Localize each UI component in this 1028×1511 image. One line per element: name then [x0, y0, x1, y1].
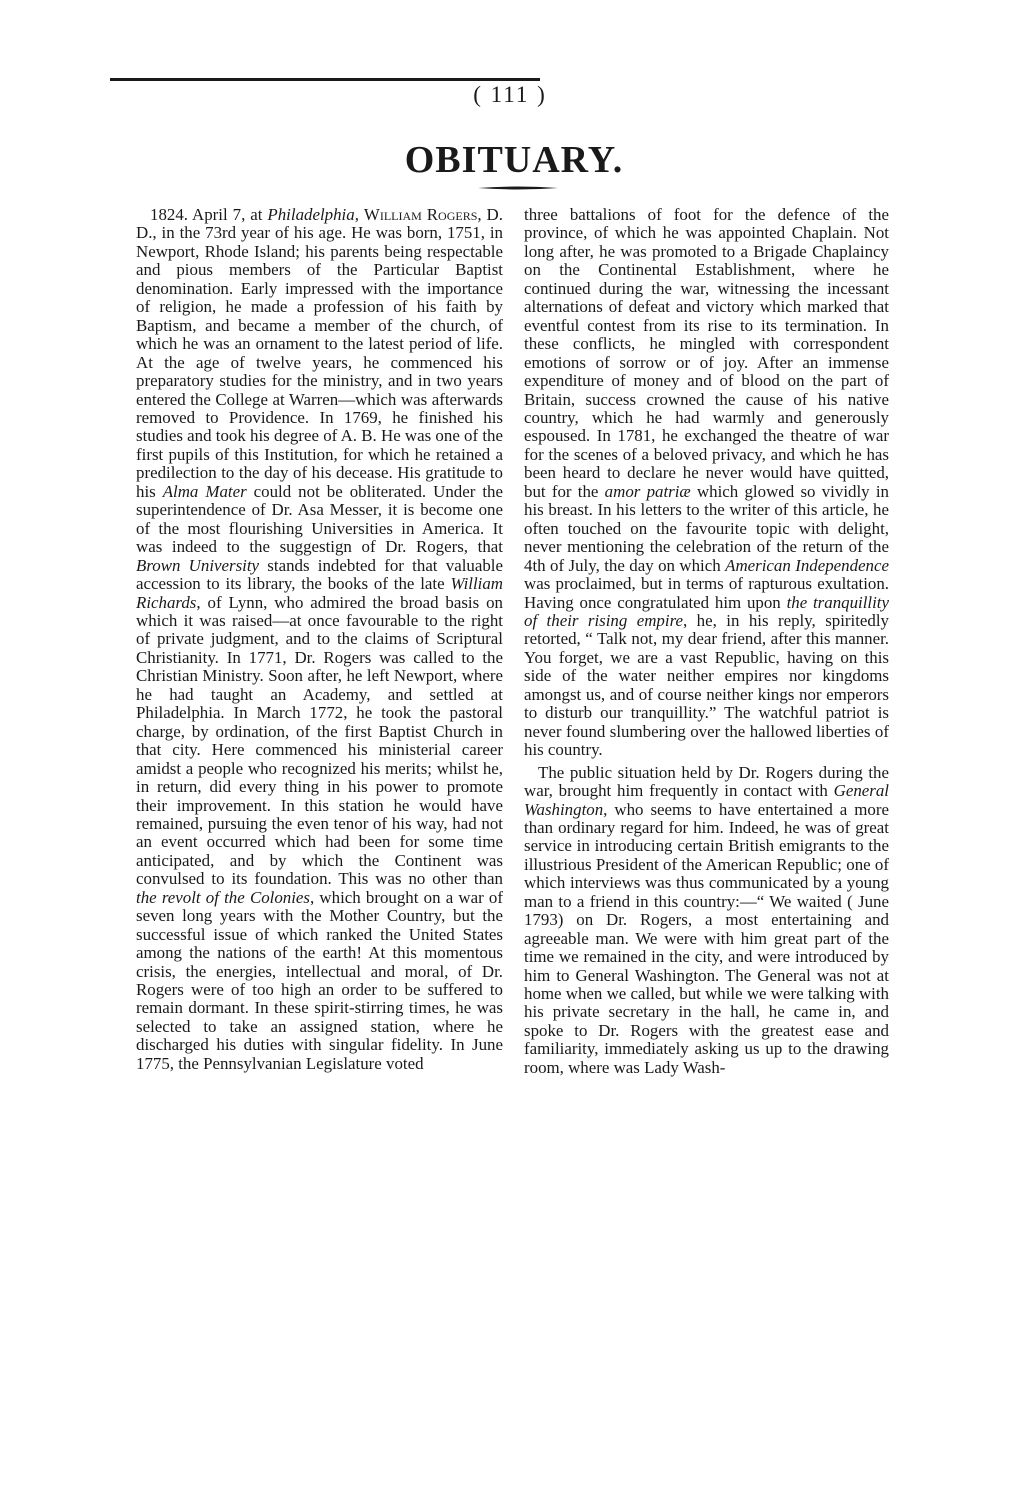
lead-date: 1824. April 7, at: [150, 205, 268, 224]
text-run: stands indebted for that valuable accession to its library, the books of the late: [136, 555, 503, 594]
text-run: , which brought on a war of seven long years with the Mother Country, but the successful issue of which ranked the United States among the nations of the earth! At this momentous crisis, the energies, intellectual and moral, of Dr. Rogers were of too high an order to be suffered to remain dormant. In these spirit-stirring times, he was selected to take an assigned station, where he discharged his duties with singular fidelity. In June 1775, the Pennsylvanian Legislature voted: [136, 887, 503, 1073]
text-run: The public situation held by Dr. Rogers during the war, brought him frequently in contact with: [524, 762, 889, 801]
article-column-left: [136, 206, 503, 1073]
text-run: , he, in his reply, spiritedly retorted, “ Talk not, my dear friend, after this manner. You forget, we are a vast Republic, having on this side of the water neither empires nor kingdoms amongst us, and of course neither kings nor emperors to disturb our tranquillity.” The watchful patriot is never found slumbering over the hallowed liberties of his country.: [524, 610, 890, 760]
text-run: was proclaimed, but in terms of rapturous exultation. Having once congratulated him upon: [524, 574, 889, 612]
obituary-paragraph-2: [524, 764, 889, 1078]
italic-rising-empire: the tranquillity of their rising empire: [524, 592, 889, 630]
article-column-right: [524, 206, 889, 1077]
obituary-paragraph-1-cont: [524, 206, 889, 760]
text-run: three battalions of foot for the defence of the province, of which he was appointed Chaplain. Not long after, he was promoted to a Brigade Chaplaincy on the Continental Establishment, where he continued during the war, witnessing the incessant alternations of defeat and victory which marked that eventful contest from its rise to its termination. In these conflicts, he mingled with correspondent emotions of sorrow or of joy. After an immense expenditure of money and of blood on the part of Britain, success crowned the cause of his native country, which he had warmly and generously espoused. In 1781, he exchanged the theatre of war for the scenes of a beloved privacy, and which he has been heard to declare he never would have quitted, but for the: [524, 205, 889, 501]
text-run: , D. D., in the 73rd year of his age. He was born, 1751, in Newport, Rhode Island; his parents being respectable and pious members of the Particular Baptist denomination. Early impressed with the importance of religion, he made a profession of his faith by Baptism, and became a member of the church, of which he was an ornament to the latest period of life. At the age of twelve years, he commenced his preparatory studies for the ministry, and in two years entered the College at Warren—which was afterwards removed to Providence. In 1769, he finished his studies and took his degree of A. B. He was one of the first pupils of this Institution, for which he retained a predilection to the day of his decease. His gratitude to his: [136, 205, 503, 501]
obituary-paragraph-1: [136, 206, 503, 1073]
italic-william-richards: William Richards: [136, 574, 503, 612]
title-ornament: [478, 185, 558, 191]
text-run: could not be obliterated. Under the superintendence of Dr. Asa Messer, it is become one of the most flourishing Universities in America. It was indeed to the suggestign of Dr. Rogers, that: [136, 481, 503, 557]
text-run: , who seems to have entertained a more than ordinary regard for him. Indeed, he was of great service in introducing certain British emigrants to the illustrious President of the American Republic; one of which interviews was thus communicated by a young man to a friend in this country:—“ We waited ( June 1793) on Dr. Rogers, a most entertaining and agreeable man. We were with him great part of the time we remained in the city, and were introduced by him to General Washington. The General was not at home when we called, but while we were talking with his private secretary in the hall, he came in, and spoke to Dr. Rogers with the greatest ease and familiarity, immediately asking us up to the drawing room, where was Lady Wash-: [524, 799, 889, 1077]
text-run: which glowed so vividly in his breast. In his letters to the writer of this article, he often touched on the favourite topic with delight, never mentioning the celebration of the return of the 4th of July, the day on which: [524, 481, 889, 575]
text-run: , of Lynn, who admired the broad basis on which it was raised—at once favourable to the right of private judgment, and to the claims of Scriptural Christianity. In 1771, Dr. Rogers was called to the Christian Ministry. Soon after, he left Newport, where he had taught an Academy, and settled at Philadelphia. In March 1772, he took the pastoral charge, by ordination, of the first Baptist Church in that city. Here commenced his ministerial career amidst a people who recognized his merits; whilst he, in return, did every thing in his power to promote their improvement. In this station he would have remained, pursuing the even tenor of his way, had not an event occurred which had been for some time anticipated, and by which the Continent was convulsed to its foundation. This was no other than: [136, 592, 503, 889]
italic-alma-mater: Alma Mater: [162, 481, 247, 501]
italic-general-washington: General Washington: [524, 781, 889, 819]
page-number: ( 111 ): [473, 82, 547, 107]
italic-revolt: the revolt of the Colonies: [136, 887, 311, 907]
italic-brown-university: Brown University: [136, 555, 260, 575]
lead-place: Philadelphia: [267, 205, 355, 224]
page-title: OBITUARY.: [404, 139, 624, 181]
italic-amor-patriae: amor patriæ: [604, 481, 691, 501]
lead-sep: ,: [354, 205, 364, 224]
top-rule: [110, 78, 540, 81]
italic-american-independence: American Independence: [725, 555, 889, 575]
deceased-name: William Rogers: [363, 205, 478, 224]
